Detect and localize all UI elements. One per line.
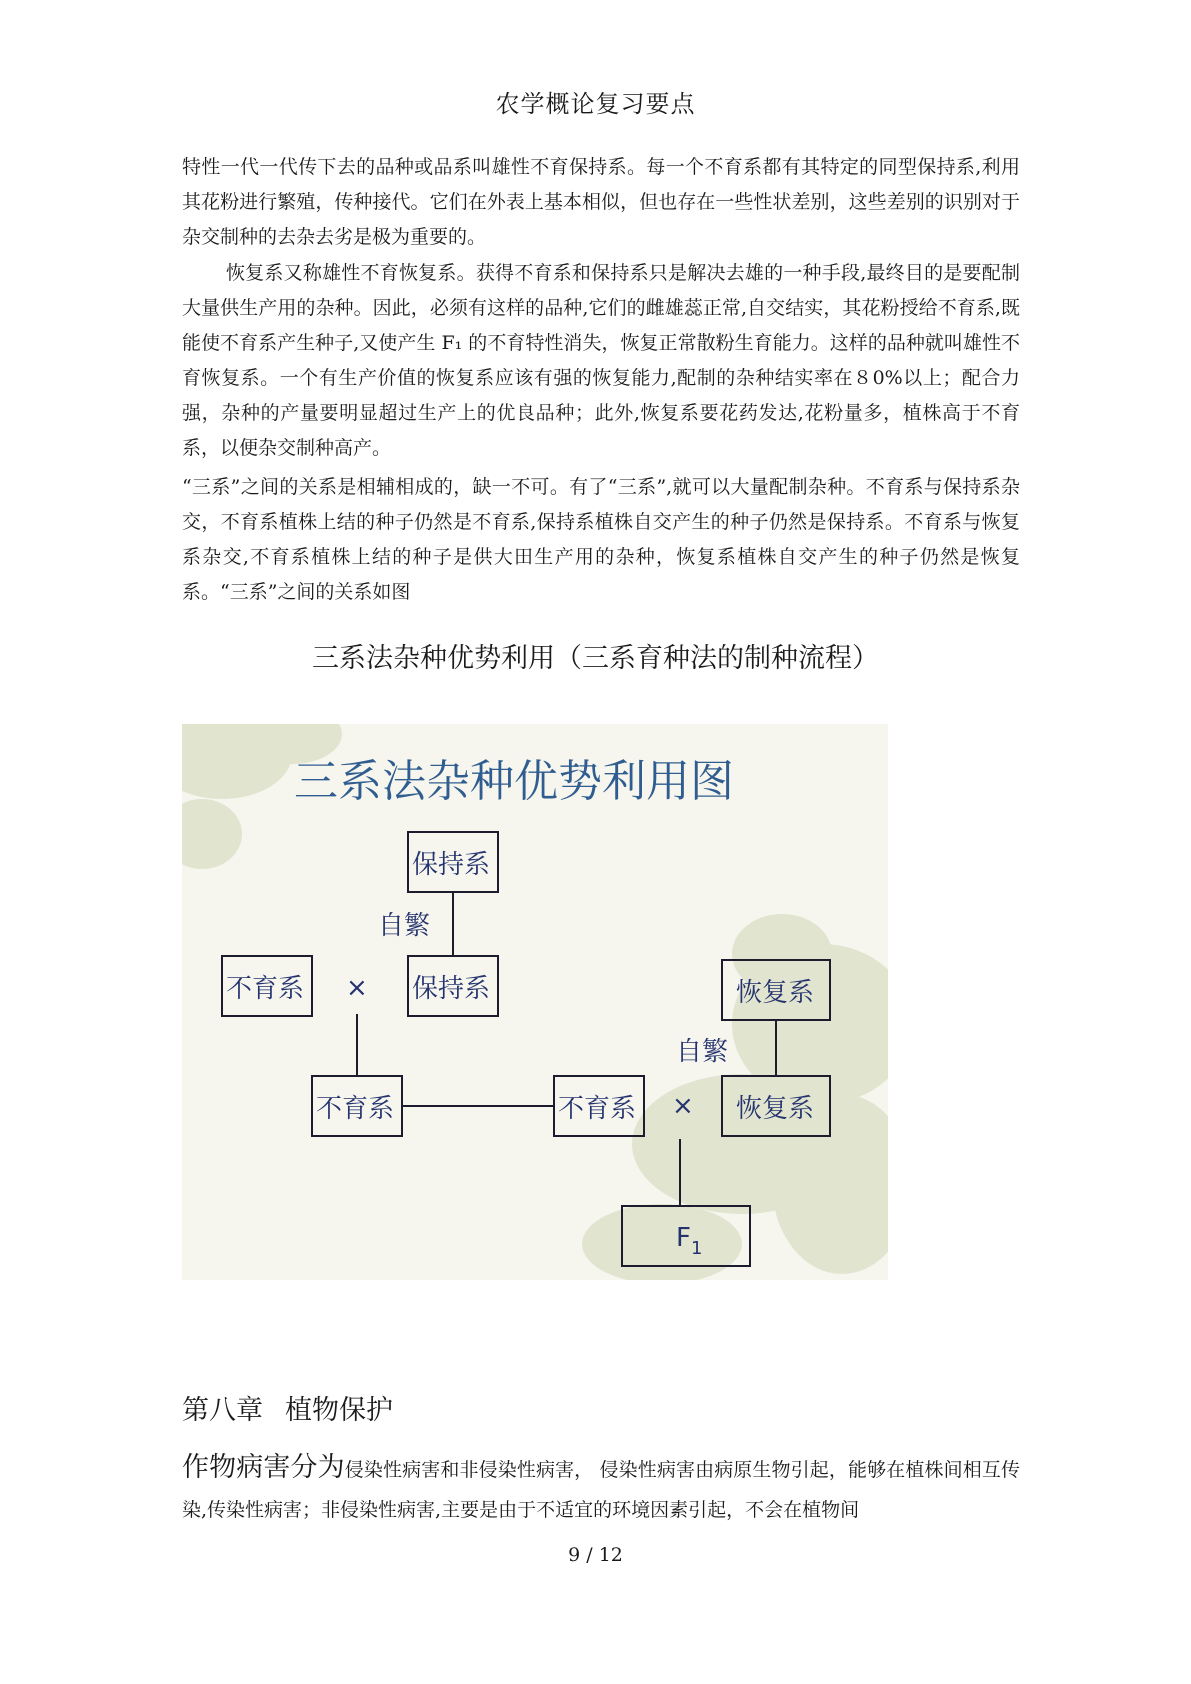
cross-symbol-right: × xyxy=(672,1091,694,1121)
box-maintainer-top: 保持系 xyxy=(412,850,491,880)
label-self-left: 自繁 xyxy=(378,911,431,941)
f1-subscript: 1 xyxy=(690,1238,703,1259)
paragraph-restorer: 恢复系又称雄性不育恢复系。获得不育系和保持系只是解决去雄的一种手段,最终目的是要配制大量供生产用的杂种。因此，必须有这样的品种,它们的雌雄蕊正常,自交结实，其花粉授给不育系,既能使不育系产生种子,又使产生 F₁ 的不育特性消失，恢复正常散粉生育能力。这样的品种就叫雄性不育恢复系。一个有生产价值的恢复系应该有强的恢复能力,配制的杂种结实率在８0%以上；配合力强，杂种的产量要明显超过生产上的优良品种；此外,恢复系要花药发达,花粉量多，植株高于不育系，以便杂交制种高产。 xyxy=(182,262,1020,459)
three-line-diagram xyxy=(182,724,888,1280)
section-title: 三系法杂种优势利用（三系育种法的制种流程） xyxy=(312,643,879,674)
diagram-title: 三系法杂种优势利用图 xyxy=(294,756,734,807)
box-sterile-mid: 不育系 xyxy=(316,1094,395,1124)
paragraph-three-lines: “三系”之间的关系是相辅相成的，缺一不可。有了“三系”,就可以大量配制杂种。不育系与保持系杂交，不育系植株上结的种子仍然是不育系,保持系植株自交产生的种子仍然是保持系。不育系与恢复系杂交,不育系植株上结的种子是供大田生产用的杂种，恢复系植株自交产生的种子仍然是恢复系。“三系”之间的关系如图 xyxy=(182,476,1020,603)
page-header: 农学概论复习要点 xyxy=(495,90,696,118)
chapter-title: 植物保护 xyxy=(285,1395,393,1426)
box-sterile-top: 不育系 xyxy=(226,974,305,1004)
lead-rest-text: 侵染性病害和非侵染性病害， 侵染性病害由病原生物引起，能够在植株间相互传染,传染性病害；非侵染性病害,主要是由于不适宜的环境因素引起，不会在植物间 xyxy=(182,1459,1021,1521)
lead-paragraph xyxy=(182,1448,1020,1530)
diagram-svg xyxy=(182,724,888,1280)
cross-symbol-left: × xyxy=(346,973,368,1003)
box-restorer-bottom: 恢复系 xyxy=(736,1094,815,1124)
chapter-heading xyxy=(182,1388,415,1427)
box-sterile-right: 不育系 xyxy=(558,1094,637,1124)
box-restorer-top: 恢复系 xyxy=(736,978,815,1008)
paragraph-maintainer: 特性一代一代传下去的品种或品系叫雄性不育保持系。每一个不育系都有其特定的同型保持系,利用其花粉进行繁殖，传种接代。它们在外表上基本相似，但也存在一些性状差别，这些差别的识别对于杂交制种的去杂去劣是极为重要的。 xyxy=(182,156,1020,248)
chapter-number: 第八章 xyxy=(182,1395,263,1426)
label-self-right: 自繁 xyxy=(676,1037,729,1067)
f1-letter: F xyxy=(676,1223,691,1253)
box-maintainer-bottom: 保持系 xyxy=(412,974,491,1004)
lead-big-text: 作物病害分为 xyxy=(182,1452,345,1483)
page-number: 9 / 12 xyxy=(568,1544,623,1566)
